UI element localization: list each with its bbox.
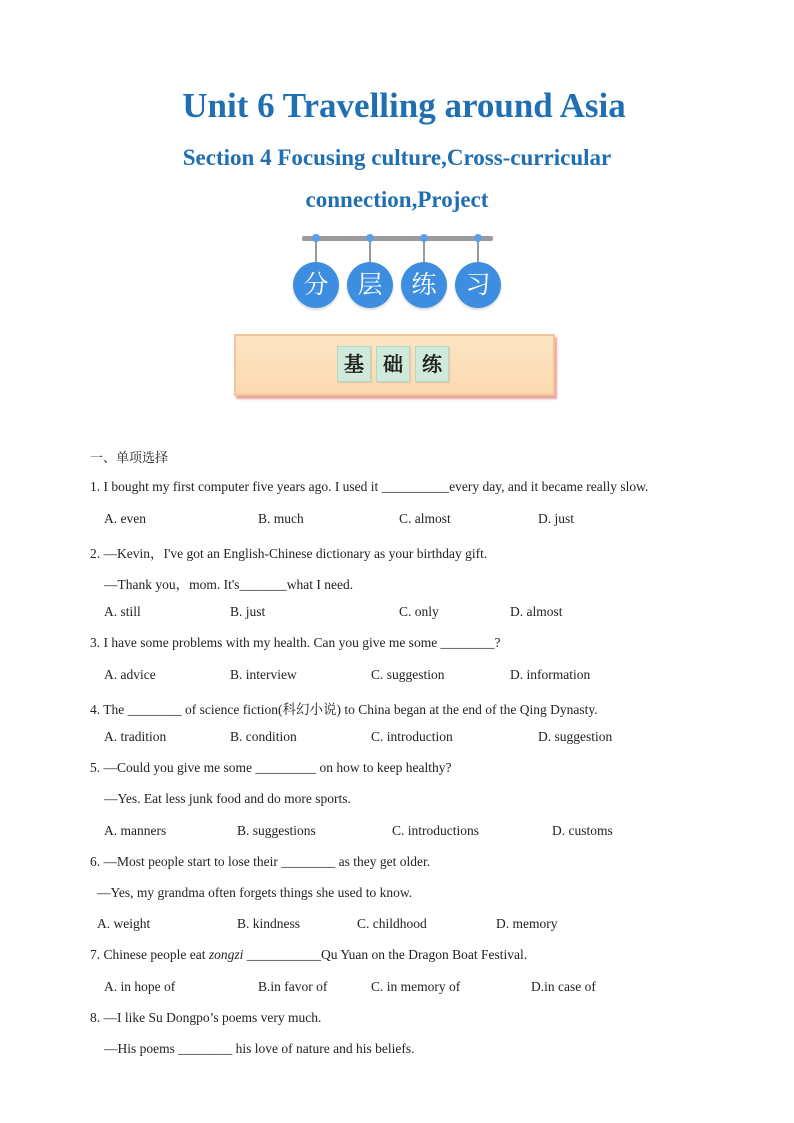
option-a: A. manners [104, 823, 167, 838]
option-c: C. introduction [371, 729, 453, 744]
option-d: D. memory [496, 916, 558, 931]
option-b: B. suggestions [237, 823, 316, 838]
question-8-reply: —His poems ________ his love of nature and his beliefs. [104, 1041, 415, 1056]
option-a: A. in hope of [104, 979, 176, 994]
option-d: D. customs [552, 823, 613, 838]
option-a: A. tradition [104, 729, 167, 744]
banner-char: 层 [347, 262, 393, 308]
question-6: 6. —Most people start to lose their ________ as they get older. [90, 854, 431, 869]
option-b: B. just [230, 604, 266, 619]
question-8: 8. —I like Su Dongpo’s poems very much. [90, 1010, 322, 1025]
level-char: 础 [376, 346, 410, 382]
question-7-text: 7. Chinese people eat [90, 947, 209, 962]
question-7 [90, 947, 527, 963]
option-c: C. in memory of [371, 979, 461, 994]
option-b: B.in favor of [258, 979, 328, 994]
option-c: C. almost [399, 511, 451, 526]
option-c: C. only [399, 604, 439, 619]
question-2-reply: —Thank you，mom. It's_______what I need. [104, 577, 354, 592]
question-3: 3. I have some problems with my health. Can you give me some ________? [90, 635, 501, 650]
question-7-italic-term: zongzi [208, 947, 244, 962]
option-b: B. kindness [237, 916, 301, 931]
option-d: D. information [510, 667, 591, 682]
section-subtitle: Section 4 Focusing culture,Cross-curricular [182, 145, 612, 170]
banner-bar [302, 236, 493, 241]
option-b: B. interview [230, 667, 297, 682]
question-6-reply: —Yes, my grandma often forgets things she used to know. [97, 885, 413, 900]
question-1: 1. I bought my first computer five years ago. I used it __________every day, and it became really slow. [90, 479, 649, 494]
option-d: D. almost [510, 604, 563, 619]
question-5-reply: —Yes. Eat less junk food and do more sports. [104, 791, 351, 806]
option-b: B. condition [230, 729, 297, 744]
banner-dot [366, 234, 374, 242]
question-2: 2. —Kevin，I've got an English-Chinese dictionary as your birthday gift. [90, 546, 488, 561]
option-a: A. even [104, 511, 146, 526]
option-d: D. just [538, 511, 575, 526]
banner-char: 练 [401, 262, 447, 308]
banner-dot [312, 234, 320, 242]
option-c: C. introductions [392, 823, 479, 838]
banner-char: 分 [293, 262, 339, 308]
banner-dot [420, 234, 428, 242]
banner-char: 习 [455, 262, 501, 308]
option-d: D. suggestion [538, 729, 613, 744]
banner-dot [474, 234, 482, 242]
option-a: A. weight [97, 916, 151, 931]
option-c: C. suggestion [371, 667, 445, 682]
level-char: 基 [337, 346, 371, 382]
option-d: D.in case of [531, 979, 596, 994]
option-a: A. advice [104, 667, 156, 682]
section-subtitle-continued: connection,Project [305, 187, 489, 212]
question-7-text-end: ___________Qu Yuan on the Dragon Boat Festival. [243, 947, 528, 962]
level-char: 练 [415, 346, 449, 382]
option-c: C. childhood [357, 916, 427, 931]
option-a: A. still [104, 604, 141, 619]
page-title: Unit 6 Travelling around Asia [182, 86, 626, 125]
question-5: 5. —Could you give me some _________ on how to keep healthy? [90, 760, 452, 775]
question-4: 4. The ________ of science fiction(科幻小说) to China began at the end of the Qing Dynasty. [90, 702, 598, 717]
section-heading: 一、单项选择 [90, 451, 169, 466]
option-b: B. much [258, 511, 304, 526]
